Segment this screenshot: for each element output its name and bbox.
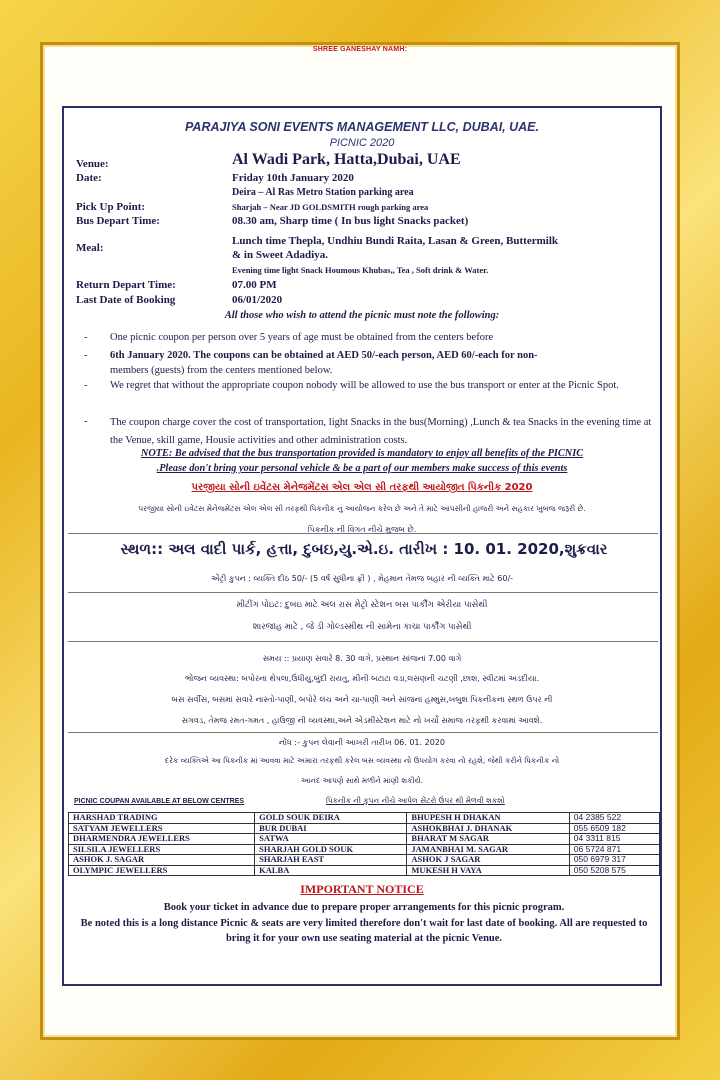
footer-long-distance: Be noted this is a long distance Picnic & seats are very limited therefore don't wait for last date of booking. All are requested to bring it for your own use seating material at the picnic Venue. — [80, 918, 648, 944]
table-row — [69, 865, 660, 876]
centre-name: ASHOK J. SAGAR — [69, 855, 255, 866]
divider — [68, 592, 658, 593]
bullet-text-bold: 6th January 2020. The coupons can be obtained at AED 50/-each person, AED 60/-each for non- — [110, 350, 538, 361]
centre-contact: MUKESH H VAYA — [407, 865, 569, 876]
table-row — [69, 823, 660, 834]
gujarati-note-enjoy: આનંદ આપણે સાથે મળીને માણી શકીયે. — [300, 776, 424, 785]
pickup-value: Sharjah – Near JD GOLDSMITH rough parking area — [232, 202, 429, 212]
divider — [68, 732, 658, 733]
centre-area: SHARJAH GOLD SOUK — [255, 844, 407, 855]
centre-name: DHARMENDRA JEWELLERS — [69, 834, 255, 845]
pickup-label: Pick Up Point: — [76, 201, 146, 213]
venue-value: Al Wadi Park, Hatta,Dubai, UAE — [232, 151, 461, 168]
gujarati-intro: પરજીયા સોની ઇવેંટસ મેનેજમેંટસ એલ એલ સી તરફથી પિકનીક નું આયોજન કરેલ છે અને તે માટે આપસીની હાજરી અને સહકાર ખુબજ જરૂરી છે. — [138, 504, 586, 513]
gujarati-place-date: સ્થળ:: અલ વાદી પાર્ક, હત્તા, દુબઇ,યુ.એ.ઇ. તારીખ : 10. 01. 2020,શુક્રવાર — [120, 540, 608, 558]
centre-contact: JAMANBHAI M. SAGAR — [407, 844, 569, 855]
gujarati-coupon-heading: પિકનીક ની કુપન નીચે આપેલ સેંટરો ઉપર થી મેળવી શકશો — [326, 796, 505, 805]
important-notice-heading: IMPORTANT NOTICE — [300, 882, 424, 896]
bus-depart-value: 08.30 am, Sharp time ( In bus light Snacks packet) — [232, 215, 469, 227]
centre-name: SILSILA JEWELLERS — [69, 844, 255, 855]
gujarati-note-bus: દરેક વ્યક્તિએ આ પિકનીક માં આવવા માટે અમારા તરફથી કરેલ બસ વ્યવસ્થા નો ઉપયોગ કરવા નો રહશે, જેથી કરીને પિકનીક નો — [164, 756, 560, 765]
organizer-title: PARAJIYA SONI EVENTS MANAGEMENT LLC, DUBAI, UAE. — [185, 120, 539, 134]
note-bus-mandatory: NOTE: Be advised that the bus transportation provided is mandatory to enjoy all benefits of the PICNIC — [140, 448, 584, 459]
centre-phone: 050 6979 317 — [569, 855, 659, 866]
centre-name: SATYAM JEWELLERS — [69, 823, 255, 834]
centre-phone: 06 5724 871 — [569, 844, 659, 855]
centre-phone: 04 2385 522 — [569, 813, 659, 824]
table-row — [69, 844, 660, 855]
centre-name: HARSHAD TRADING — [69, 813, 255, 824]
bullet-coupon-covers: - The coupon charge cover the cost of transportation, light Snacks in the bus(Morning) ,Lunch & tea Snacks in the evening time at the Venue, skill game, Housie activities and other administration costs. — [84, 414, 654, 450]
bullet-no-coupon: - We regret that without the appropriate coupon nobody will be allowed to use the bus transport or enter at the Picnic Spot. — [84, 378, 654, 393]
event-subtitle: PICNIC 2020 — [329, 137, 395, 149]
meal-value-evening: Evening time light Snack Houmous Khubas,, Tea , Soft drink & Water. — [232, 265, 489, 275]
bullet-text: We regret that without the appropriate coupon nobody will be allowed to use the bus transport or enter at the Picnic Spot. — [110, 380, 619, 391]
centre-area: GOLD SOUK DEIRA — [255, 813, 407, 824]
meal-value-sweet: & in Sweet Adadiya. — [232, 249, 328, 261]
header-blessing: SHREE GANESHAY NAMH: — [312, 46, 408, 53]
gujarati-meeting-dubai: મીટીંગ પોઇટ: દુબઇ માટે અલ રાસ મેટ્રો સ્ટેશન બસ પાર્કીંગ એરીયા પાસેથી — [236, 600, 488, 610]
date-label: Date: — [76, 172, 102, 184]
date-value: Friday 10th January 2020 — [232, 172, 354, 184]
gujarati-meeting-sharjah: શારજાહ માટે , જે ડી ગોલ્ડસ્મીથ ની સામેના કાચા પાર્કીંગ પાસેથી — [252, 622, 472, 632]
gujarati-details-intro: પિકનીક ની વિગત નીચે મુજબ છે. — [307, 525, 417, 534]
divider — [68, 533, 658, 534]
centre-contact: BHARAT M SAGAR — [407, 834, 569, 845]
gujarati-heading: પરજીયા સોની ઇવેંટસ મેનેજમેંટસ એલ એલ સી તરફથી આયોજીત પિકનીક 2020 — [191, 482, 533, 493]
centre-phone: 055 6509 182 — [569, 823, 659, 834]
bullet-text: members (guests) from the centers mentioned below. — [110, 365, 333, 376]
centre-phone: 050 5208 575 — [569, 865, 659, 876]
divider — [68, 641, 658, 642]
centre-area: KALBA — [255, 865, 407, 876]
centre-area: SHARJAH EAST — [255, 855, 407, 866]
centre-phone: 04 3311 815 — [569, 834, 659, 845]
centre-area: BUR DUBAI — [255, 823, 407, 834]
bus-depart-label: Bus Depart Time: — [76, 215, 160, 227]
note-no-vehicle: .Please don't bring your personal vehicle & be a part of our members make success of this events — [156, 463, 568, 474]
centre-area: SATWA — [255, 834, 407, 845]
centre-contact: BHUPESH H DHAKAN — [407, 813, 569, 824]
table-row — [69, 855, 660, 866]
booking-value: 06/01/2020 — [232, 294, 283, 306]
footer-book-advance: Book your ticket in advance due to prepare proper arrangements for this picnic program. — [163, 902, 565, 913]
table-row — [69, 834, 660, 845]
gujarati-note-date: નોંધ :- કુપન લેવાની આખરી તારીખ 06. 01. 2020 — [279, 738, 445, 747]
meal-value-lunch: Lunch time Thepla, Undhiu Bundi Raita, Lasan & Green, Buttermilk — [232, 235, 558, 247]
return-value: 07.00 PM — [232, 279, 277, 291]
bullet-text: The coupon charge cover the cost of transportation, light Snacks in the bus(Morning) ,Lunch & tea Snacks in the evening time at the Venue, skill game, Housie activities and other administration costs. — [110, 417, 652, 446]
table-row — [69, 813, 660, 824]
return-label: Return Depart Time: — [76, 279, 176, 291]
coupon-centres-table — [68, 812, 660, 876]
gujarati-bus-service: બસ સર્વીસ, બસમાં સવારે નાસ્તો-પાણી, બપોરે લંચ અને ચા-પાણી અને સાંજના હમ્મુસ,ખબુશ પિકનીકના સ્થળ ઉપર ની — [171, 695, 553, 704]
booking-label: Last Date of Booking — [76, 294, 176, 306]
venue-label: Venue: — [76, 158, 109, 170]
gujarati-time: સમય :: પ્રયાણ સવારે 8. 30 વાગે, પ્રસ્થાન સાંજનાં 7.00 વાગે — [262, 654, 462, 663]
centre-contact: ASHOKBHAI J. DHANAK — [407, 823, 569, 834]
bullet-coupon-price: - 6th January 2020. The coupons can be obtained at AED 50/-each person, AED 60/-each for non- members (guests) from the centers mentioned below. — [84, 348, 654, 378]
gujarati-food: ભોજન વ્યવસ્થા: બપોરના થેપલા,ઉંધીયુ,બુંદી રાયતુ, મીની બટાટા વડા,લસણની ચટણી ,છાશ, સ્વીટમાં અડદીયા. — [184, 674, 540, 683]
meal-label: Meal: — [76, 242, 104, 254]
picnic-notice-card — [62, 106, 662, 986]
gujarati-entry-coupon: એંટ્રી કુપન : વ્યક્તિ દીઠ 50/- (5 વર્ષ સુધીના ફ્રી ) , મેહમાન તેમજ બહાર ની વ્યક્તિ માટે 60/- — [210, 574, 514, 583]
intro-text: All those who wish to attend the picnic must note the following: — [224, 310, 500, 321]
bullet-coupon-rule: - One picnic coupon per person over 5 years of age must be obtained from the centers before — [84, 330, 654, 345]
gujarati-facilities: સગવડ, તેમજ રમત-ગમત , હાઉજી ની વ્યવસ્થા,અને એડમીંસ્ટેશન માટે નો ખર્ચો સમાજ તરફથી કરવામાં આવશે. — [181, 716, 543, 725]
centre-name: OLYMPIC JEWELLERS — [69, 865, 255, 876]
bullet-text: One picnic coupon per person over 5 years of age must be obtained from the centers before — [110, 332, 494, 343]
coupon-centres-heading: PICNIC COUPAN AVAILABLE AT BELOW CENTRES — [74, 798, 245, 805]
centre-contact: ASHOK J SAGAR — [407, 855, 569, 866]
meeting-point-value: Deira – Al Ras Metro Station parking area — [232, 187, 414, 198]
